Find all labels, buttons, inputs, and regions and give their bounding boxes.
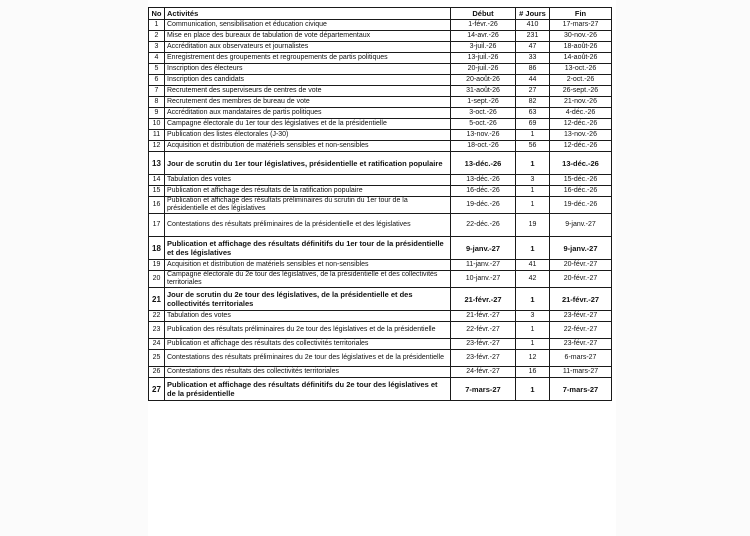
- row-number: 19: [149, 260, 165, 271]
- row-number: 20: [149, 271, 165, 288]
- row-activity: Accréditation aux mandataires de partis politiques: [165, 108, 451, 119]
- row-fin: 11-mars-27: [550, 367, 612, 378]
- row-jours: 47: [516, 42, 550, 53]
- table-row: [149, 141, 612, 152]
- electoral-calendar-table: [148, 7, 612, 401]
- row-activity: Contestations des résultats des collectivités territoriales: [165, 367, 451, 378]
- row-jours: 86: [516, 64, 550, 75]
- row-debut: 1-févr.-26: [451, 20, 516, 31]
- row-fin: 30-nov.-26: [550, 31, 612, 42]
- table-body: [149, 20, 612, 401]
- row-fin: 2-oct.-26: [550, 75, 612, 86]
- row-debut: 13-déc.-26: [451, 152, 516, 175]
- row-jours: 1: [516, 197, 550, 214]
- table-row: [149, 42, 612, 53]
- row-debut: 23-févr.-27: [451, 350, 516, 367]
- row-debut: 3-oct.-26: [451, 108, 516, 119]
- row-number: 2: [149, 31, 165, 42]
- row-debut: 10-janv.-27: [451, 271, 516, 288]
- row-activity: Tabulation des votes: [165, 175, 451, 186]
- row-number: 22: [149, 311, 165, 322]
- table-row: [149, 86, 612, 97]
- row-jours: 1: [516, 130, 550, 141]
- row-activity: Contestations des résultats préliminaires de la présidentielle et des législatives: [165, 214, 451, 237]
- row-fin: 19-déc.-26: [550, 197, 612, 214]
- row-activity: Communication, sensibilisation et éducation civique: [165, 20, 451, 31]
- header-activites: Activités: [165, 8, 451, 20]
- row-number: 6: [149, 75, 165, 86]
- row-jours: 410: [516, 20, 550, 31]
- row-activity: Publication des résultats préliminaires du 2e tour des législatives et de la présidentielle: [165, 322, 451, 339]
- row-fin: 12-déc.-26: [550, 119, 612, 130]
- row-debut: 31-août-26: [451, 86, 516, 97]
- row-jours: 3: [516, 311, 550, 322]
- row-debut: 21-févr.-27: [451, 311, 516, 322]
- row-activity: Campagne électorale du 2e tour des législatives, de la présidentielle et des collectivités territoriales: [165, 271, 451, 288]
- table-row: [149, 350, 612, 367]
- row-fin: 21-févr.-27: [550, 288, 612, 311]
- row-fin: 16-déc.-26: [550, 186, 612, 197]
- row-fin: 23-févr.-27: [550, 339, 612, 350]
- row-number: 5: [149, 64, 165, 75]
- table-row: [149, 260, 612, 271]
- table-row: [149, 339, 612, 350]
- row-number: 12: [149, 141, 165, 152]
- row-number: 17: [149, 214, 165, 237]
- row-debut: 13-nov.-26: [451, 130, 516, 141]
- table-row: [149, 75, 612, 86]
- row-number: 23: [149, 322, 165, 339]
- table-row: [149, 197, 612, 214]
- row-number: 3: [149, 42, 165, 53]
- row-debut: 20-juil.-26: [451, 64, 516, 75]
- row-debut: 19-déc.-26: [451, 197, 516, 214]
- row-jours: 33: [516, 53, 550, 64]
- row-fin: 9-janv.-27: [550, 237, 612, 260]
- header-no: No: [149, 8, 165, 20]
- row-activity: Contestations des résultats préliminaires du 2e tour des législatives et de la présidentielle: [165, 350, 451, 367]
- row-jours: 3: [516, 175, 550, 186]
- row-number: 13: [149, 152, 165, 175]
- row-fin: 20-févr.-27: [550, 260, 612, 271]
- row-fin: 13-nov.-26: [550, 130, 612, 141]
- row-activity: Enregistrement des groupements et regroupements de partis politiques: [165, 53, 451, 64]
- row-activity: Accréditation aux observateurs et journalistes: [165, 42, 451, 53]
- table-row: [149, 130, 612, 141]
- row-jours: 1: [516, 152, 550, 175]
- row-activity: Inscription des électeurs: [165, 64, 451, 75]
- row-jours: 19: [516, 214, 550, 237]
- table-row: [149, 97, 612, 108]
- row-debut: 21-févr.-27: [451, 288, 516, 311]
- row-jours: 69: [516, 119, 550, 130]
- row-fin: 26-sept.-26: [550, 86, 612, 97]
- row-jours: 1: [516, 322, 550, 339]
- row-jours: 231: [516, 31, 550, 42]
- row-activity: Jour de scrutin du 1er tour législatives, présidentielle et ratification populaire: [165, 152, 451, 175]
- row-fin: 4-déc.-26: [550, 108, 612, 119]
- table-row: [149, 186, 612, 197]
- row-number: 14: [149, 175, 165, 186]
- row-jours: 41: [516, 260, 550, 271]
- row-activity: Inscription des candidats: [165, 75, 451, 86]
- table-row: [149, 152, 612, 175]
- table-row: [149, 64, 612, 75]
- row-jours: 27: [516, 86, 550, 97]
- row-debut: 13-juil.-26: [451, 53, 516, 64]
- row-number: 8: [149, 97, 165, 108]
- row-fin: 15-déc.-26: [550, 175, 612, 186]
- row-debut: 22-févr.-27: [451, 322, 516, 339]
- row-debut: 24-févr.-27: [451, 367, 516, 378]
- row-fin: 6-mars-27: [550, 350, 612, 367]
- row-jours: 82: [516, 97, 550, 108]
- row-number: 24: [149, 339, 165, 350]
- row-fin: 18-août-26: [550, 42, 612, 53]
- header-fin: Fin: [550, 8, 612, 20]
- row-fin: 17-mars-27: [550, 20, 612, 31]
- row-activity: Acquisition et distribution de matériels sensibles et non-sensibles: [165, 260, 451, 271]
- row-fin: 21-nov.-26: [550, 97, 612, 108]
- row-debut: 22-déc.-26: [451, 214, 516, 237]
- header-jours: # Jours: [516, 8, 550, 20]
- row-debut: 9-janv.-27: [451, 237, 516, 260]
- row-debut: 1-sept.-26: [451, 97, 516, 108]
- row-activity: Publication et affichage des résultats de la ratification populaire: [165, 186, 451, 197]
- row-jours: 63: [516, 108, 550, 119]
- row-number: 15: [149, 186, 165, 197]
- row-jours: 1: [516, 237, 550, 260]
- row-activity: Publication et affichage des résultats définitifs du 2e tour des législatives et de la présidentielle: [165, 378, 451, 401]
- row-number: 27: [149, 378, 165, 401]
- row-activity: Publication et affichage des résultats définitifs du 1er tour de la présidentielle et des législatives: [165, 237, 451, 260]
- row-activity: Recrutement des superviseurs de centres de vote: [165, 86, 451, 97]
- row-number: 18: [149, 237, 165, 260]
- row-jours: 16: [516, 367, 550, 378]
- row-activity: Campagne électorale du 1er tour des législatives et de la présidentielle: [165, 119, 451, 130]
- row-activity: Jour de scrutin du 2e tour des législatives, de la présidentielle et des collectivités territoriales: [165, 288, 451, 311]
- row-debut: 18-oct.-26: [451, 141, 516, 152]
- table-row: [149, 175, 612, 186]
- row-fin: 12-déc.-26: [550, 141, 612, 152]
- table-row: [149, 119, 612, 130]
- row-fin: 20-févr.-27: [550, 271, 612, 288]
- row-activity: Publication des listes électorales (J-30): [165, 130, 451, 141]
- row-fin: 13-déc.-26: [550, 152, 612, 175]
- row-debut: 14-avr.-26: [451, 31, 516, 42]
- row-jours: 1: [516, 339, 550, 350]
- row-number: 26: [149, 367, 165, 378]
- table-row: [149, 53, 612, 64]
- row-jours: 1: [516, 378, 550, 401]
- table-row: [149, 311, 612, 322]
- row-jours: 1: [516, 186, 550, 197]
- table-row: [149, 31, 612, 42]
- row-debut: 7-mars-27: [451, 378, 516, 401]
- table-row: [149, 322, 612, 339]
- table-row: [149, 271, 612, 288]
- row-number: 7: [149, 86, 165, 97]
- table-row: [149, 214, 612, 237]
- row-debut: 23-févr.-27: [451, 339, 516, 350]
- row-number: 4: [149, 53, 165, 64]
- row-debut: 5-oct.-26: [451, 119, 516, 130]
- row-activity: Mise en place des bureaux de tabulation de vote départementaux: [165, 31, 451, 42]
- row-debut: 20-août-26: [451, 75, 516, 86]
- row-jours: 44: [516, 75, 550, 86]
- row-jours: 1: [516, 288, 550, 311]
- row-fin: 23-févr.-27: [550, 311, 612, 322]
- row-jours: 56: [516, 141, 550, 152]
- row-number: 25: [149, 350, 165, 367]
- table-header: [149, 8, 612, 20]
- table-row: [149, 108, 612, 119]
- row-fin: 7-mars-27: [550, 378, 612, 401]
- row-number: 11: [149, 130, 165, 141]
- row-debut: 11-janv.-27: [451, 260, 516, 271]
- row-number: 21: [149, 288, 165, 311]
- row-number: 9: [149, 108, 165, 119]
- row-debut: 3-juil.-26: [451, 42, 516, 53]
- row-fin: 13-oct.-26: [550, 64, 612, 75]
- table-row: [149, 20, 612, 31]
- table-row: [149, 288, 612, 311]
- row-activity: Tabulation des votes: [165, 311, 451, 322]
- table-row: [149, 367, 612, 378]
- row-activity: Publication et affichage des résultats des collectivités territoriales: [165, 339, 451, 350]
- row-fin: 22-févr.-27: [550, 322, 612, 339]
- row-jours: 42: [516, 271, 550, 288]
- row-debut: 16-déc.-26: [451, 186, 516, 197]
- table-row: [149, 378, 612, 401]
- row-activity: Acquisition et distribution de matériels sensibles et non-sensibles: [165, 141, 451, 152]
- header-debut: Début: [451, 8, 516, 20]
- row-fin: 9-janv.-27: [550, 214, 612, 237]
- row-activity: Recrutement des membres de bureau de vote: [165, 97, 451, 108]
- row-number: 1: [149, 20, 165, 31]
- row-debut: 13-déc.-26: [451, 175, 516, 186]
- row-number: 10: [149, 119, 165, 130]
- row-number: 16: [149, 197, 165, 214]
- row-activity: Publication et affichage des résultats préliminaires du scrutin du 1er tour de la présidentielle et des législatives: [165, 197, 451, 214]
- row-fin: 14-août-26: [550, 53, 612, 64]
- table-row: [149, 237, 612, 260]
- row-jours: 12: [516, 350, 550, 367]
